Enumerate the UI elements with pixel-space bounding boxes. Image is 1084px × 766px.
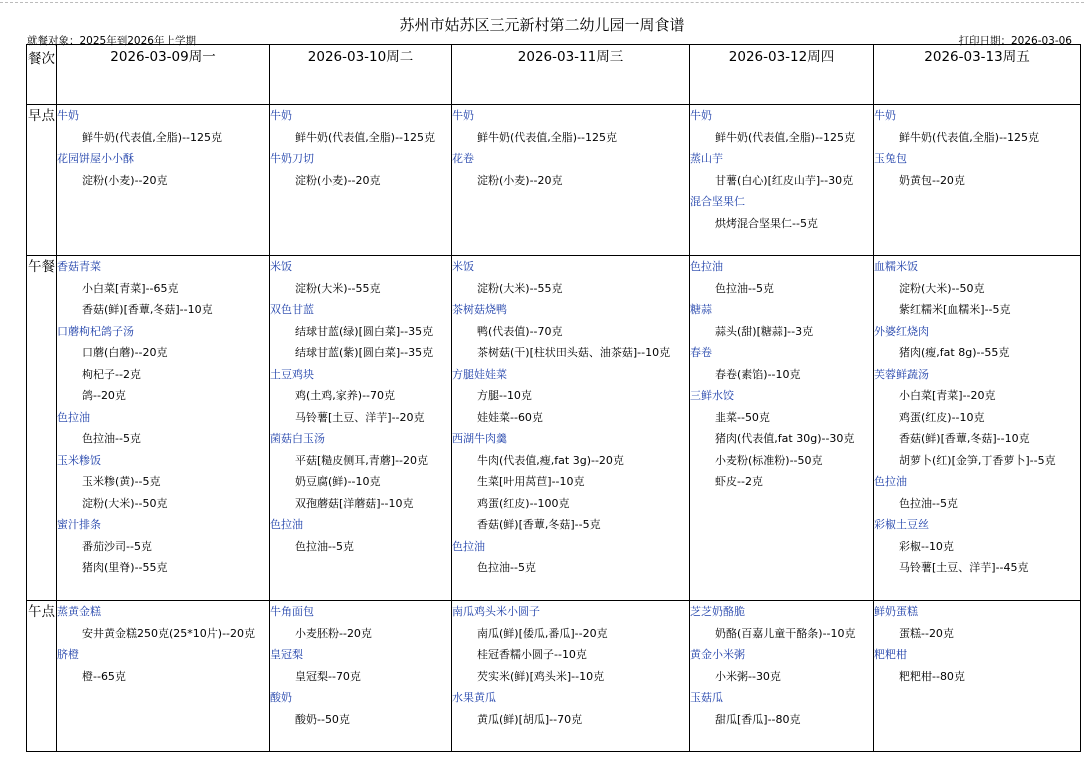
ingredient-line: 猪肉(代表值,fat 30g)--30克: [715, 432, 855, 445]
ingredient-line: 鲜牛奶(代表值,全脂)--125克: [899, 130, 1040, 144]
dish-name: 茶树菇烧鸭: [452, 303, 507, 316]
ingredient-line: 番茄沙司--5克: [82, 539, 152, 553]
menu-cell: [452, 105, 690, 256]
ingredient-line: 香菇(鲜)[香蕈,冬菇]--10克: [899, 432, 1030, 445]
dish-name: 香菇青菜: [57, 260, 101, 273]
day-header-wed: 2026-03-11周三: [452, 45, 690, 105]
dish-name: 南瓜鸡头米小圆子: [452, 605, 540, 618]
ingredient-line: 色拉油--5克: [715, 281, 774, 295]
ingredient-line: 蒜头(甜)[糖蒜]--3克: [715, 324, 814, 338]
menu-cell: [690, 601, 874, 752]
dish-name: 黄金小米粥: [690, 648, 745, 661]
meal-label: 午餐: [27, 256, 57, 601]
menu-cell: [874, 256, 1081, 601]
meal-label: 早点: [27, 105, 57, 256]
ingredient-line: 口蘑(白蘑)--20克: [82, 346, 168, 359]
dish-name: 色拉油: [270, 518, 303, 531]
dish-name: 血糯米饭: [874, 260, 918, 273]
dish-name: 牛奶: [690, 109, 712, 122]
ingredient-line: 奶酪(百嘉儿童干酪条)--10克: [715, 626, 856, 640]
dining-target: 就餐对象：2025年到2026年上学期: [27, 35, 196, 47]
menu-cell: [270, 105, 452, 256]
dish-name: 混合坚果仁: [690, 195, 745, 208]
ingredient-line: 芡实米(鲜)[鸡头米]--10克: [477, 669, 605, 683]
ingredient-line: 鲜牛奶(代表值,全脂)--125克: [715, 130, 856, 144]
ingredient-line: 皇冠梨--70克: [295, 669, 361, 683]
ingredient-line: 鸭(代表值)--70克: [477, 324, 563, 338]
meal-column-header: 餐次: [27, 45, 57, 105]
ingredient-line: 紫红糯米[血糯米]--5克: [899, 303, 1011, 316]
dish-name: 牛奶: [57, 109, 79, 122]
dish-name: 外婆红烧肉: [874, 324, 929, 338]
ingredient-line: 小麦胚粉--20克: [295, 626, 372, 640]
dish-name: 牛奶: [452, 109, 474, 122]
ingredient-line: 淀粉(大米)--50克: [82, 496, 168, 510]
dish-name: 芙蓉鲜蔬汤: [874, 367, 929, 381]
ingredient-line: 淀粉(小麦)--20克: [82, 173, 168, 187]
ingredient-line: 鲜牛奶(代表值,全脂)--125克: [82, 130, 223, 144]
ingredient-line: 春卷(素馅)--10克: [715, 367, 801, 381]
menu-cell: [452, 601, 690, 752]
ingredient-line: 甜瓜[香瓜]--80克: [715, 712, 801, 726]
ingredient-line: 色拉油--5克: [477, 561, 536, 574]
dish-name: 花园饼屋小小酥: [57, 152, 134, 165]
dish-name: 米饭: [452, 260, 474, 273]
ingredient-line: 酸奶--50克: [295, 712, 350, 726]
menu-cell: [874, 105, 1081, 256]
dish-name: 色拉油: [452, 539, 485, 553]
page-title: 苏州市姑苏区三元新村第二幼儿园一周食谱: [399, 16, 685, 34]
ingredient-line: 双孢蘑菇[洋蘑菇]--10克: [295, 496, 414, 510]
dish-name: 西湖牛肉羹: [452, 432, 507, 445]
ingredient-line: 色拉油--5克: [82, 432, 141, 445]
ingredient-line: 茶树菇(干)[柱状田头菇、油茶菇]--10克: [477, 346, 671, 359]
ingredient-line: 奶黄包--20克: [899, 173, 965, 187]
ingredient-line: 猪肉(瘦,fat 8g)--55克: [899, 346, 1010, 359]
dish-name: 色拉油: [690, 260, 723, 273]
ingredient-line: 鸡(土鸡,家养)--70克: [295, 389, 396, 402]
ingredient-line: 马铃薯[土豆、洋芋]--20克: [295, 410, 425, 424]
dish-name: 牛角面包: [270, 605, 314, 618]
ingredient-line: 香菇(鲜)[香蕈,冬菇]--10克: [82, 303, 213, 316]
day-header-fri: 2026-03-13周五: [874, 45, 1081, 105]
ingredient-line: 小米粥--30克: [715, 669, 781, 683]
ingredient-line: 胡萝卜(红)[金笋,丁香萝卜]--5克: [899, 453, 1056, 467]
ingredient-line: 奶豆腐(鲜)--10克: [295, 475, 381, 488]
meal-row: [27, 256, 1081, 601]
ingredient-line: 结球甘蓝(绿)[圆白菜]--35克: [295, 324, 434, 338]
ingredient-line: 鸽--20克: [82, 389, 126, 402]
day-header-mon: 2026-03-09周一: [57, 45, 270, 105]
dish-name: 牛奶刀切: [270, 152, 314, 165]
dish-name: 粑粑柑: [874, 648, 907, 661]
day-header-tue: 2026-03-10周二: [270, 45, 452, 105]
ingredient-line: 枸杞子--2克: [82, 367, 141, 381]
dish-name: 玉菇瓜: [690, 691, 723, 704]
dish-name: 蜜汁排条: [57, 518, 101, 531]
menu-cell: [270, 601, 452, 752]
ingredient-line: 结球甘蓝(紫)[圆白菜]--35克: [295, 346, 434, 359]
dish-name: 糖蒜: [690, 303, 712, 316]
ingredient-line: 鲜牛奶(代表值,全脂)--125克: [477, 130, 618, 144]
menu-cell: [874, 601, 1081, 752]
menu-cell: [690, 256, 874, 601]
dish-name: 色拉油: [874, 475, 907, 488]
ingredient-line: 安井黄金糕250克(25*10片)--20克: [82, 626, 256, 640]
meal-label: 午点: [27, 601, 57, 752]
dish-name: 蒸黄金糕: [57, 605, 101, 618]
ingredient-line: 小白菜[青菜]--20克: [899, 389, 996, 402]
ingredient-line: 烘烤混合坚果仁--5克: [715, 216, 818, 230]
dish-name: 水果黄瓜: [452, 691, 496, 704]
ingredient-line: 小白菜[青菜]--65克: [82, 281, 179, 295]
ingredient-line: 娃娃菜--60克: [477, 410, 543, 424]
dish-name: 色拉油: [57, 410, 90, 424]
ingredient-line: 香菇(鲜)[香蕈,冬菇]--5克: [477, 518, 601, 531]
dish-name: 蒸山芋: [690, 152, 723, 165]
ingredient-line: 淀粉(小麦)--20克: [295, 173, 381, 187]
menu-cell: [452, 256, 690, 601]
ingredient-line: 马铃薯[土豆、洋芋]--45克: [899, 561, 1029, 574]
ingredient-line: 淀粉(小麦)--20克: [477, 173, 563, 187]
meal-row: [27, 105, 1081, 256]
menu-cell: [57, 601, 270, 752]
ingredient-line: 橙--65克: [82, 669, 126, 683]
day-header-thu: 2026-03-12周四: [690, 45, 874, 105]
meal-row: [27, 601, 1081, 752]
ingredient-line: 色拉油--5克: [295, 539, 354, 553]
dish-name: 米饭: [270, 260, 292, 273]
dish-name: 土豆鸡块: [270, 367, 314, 381]
ingredient-line: 韭菜--50克: [715, 410, 770, 424]
ingredient-line: 玉米糁(黄)--5克: [82, 475, 161, 488]
print-date: 打印日期：2026-03-06: [958, 35, 1072, 47]
ingredient-line: 虾皮--2克: [715, 475, 763, 488]
ingredient-line: 牛肉(代表值,瘦,fat 3g)--20克: [477, 453, 624, 467]
dish-name: 双色甘蓝: [270, 303, 314, 316]
ingredient-line: 小麦粉(标准粉)--50克: [715, 453, 823, 467]
menu-cell: [57, 105, 270, 256]
ingredient-line: 蛋糕--20克: [899, 626, 954, 640]
ingredient-line: 甘薯(白心)[红皮山芋]--30克: [715, 173, 854, 187]
header-row: [27, 45, 1081, 105]
dish-name: 玉兔包: [874, 152, 907, 165]
dish-name: 玉米糁饭: [57, 453, 101, 467]
ingredient-line: 黄瓜(鲜)[胡瓜]--70克: [477, 712, 583, 726]
dish-name: 方腿娃娃菜: [452, 367, 507, 381]
dish-name: 菌菇白玉汤: [270, 432, 325, 445]
ingredient-line: 桂冠香糯小圆子--10克: [477, 648, 587, 661]
dish-name: 花卷: [452, 152, 474, 165]
ingredient-line: 猪肉(里脊)--55克: [82, 561, 168, 574]
ingredient-line: 生菜[叶用莴苣]--10克: [477, 475, 585, 488]
dish-name: 彩椒土豆丝: [874, 518, 929, 531]
ingredient-line: 淀粉(大米)--50克: [899, 281, 985, 295]
menu-cell: [57, 256, 270, 601]
ingredient-line: 彩椒--10克: [899, 539, 954, 553]
ingredient-line: 方腿--10克: [477, 389, 532, 402]
dish-name: 皇冠梨: [270, 648, 303, 661]
menu-cell: [270, 256, 452, 601]
ingredient-line: 淀粉(大米)--55克: [477, 281, 563, 295]
ingredient-line: 鸡蛋(红皮)--100克: [477, 496, 570, 510]
dish-name: 春卷: [690, 346, 712, 359]
dish-name: 牛奶: [874, 109, 896, 122]
dish-name: 牛奶: [270, 109, 292, 122]
dish-name: 芝芝奶酪脆: [690, 605, 745, 618]
dish-name: 脐橙: [57, 648, 79, 661]
ingredient-line: 色拉油--5克: [899, 496, 958, 510]
ingredient-line: 南瓜(鲜)[倭瓜,番瓜]--20克: [477, 626, 608, 640]
dish-name: 三鲜水饺: [690, 389, 734, 402]
ingredient-line: 粑粑柑--80克: [899, 669, 965, 683]
top-dashed-line: [0, 2, 1084, 3]
weekly-menu-table: [26, 44, 1081, 752]
ingredient-line: 平菇[糙皮侧耳,青蘑]--20克: [295, 453, 429, 467]
menu-cell: [690, 105, 874, 256]
dish-name: 口蘑枸杞鸽子汤: [57, 324, 134, 338]
ingredient-line: 鲜牛奶(代表值,全脂)--125克: [295, 130, 436, 144]
dish-name: 酸奶: [270, 691, 292, 704]
ingredient-line: 鸡蛋(红皮)--10克: [899, 410, 985, 424]
dish-name: 鲜奶蛋糕: [874, 605, 918, 618]
ingredient-line: 淀粉(大米)--55克: [295, 281, 381, 295]
